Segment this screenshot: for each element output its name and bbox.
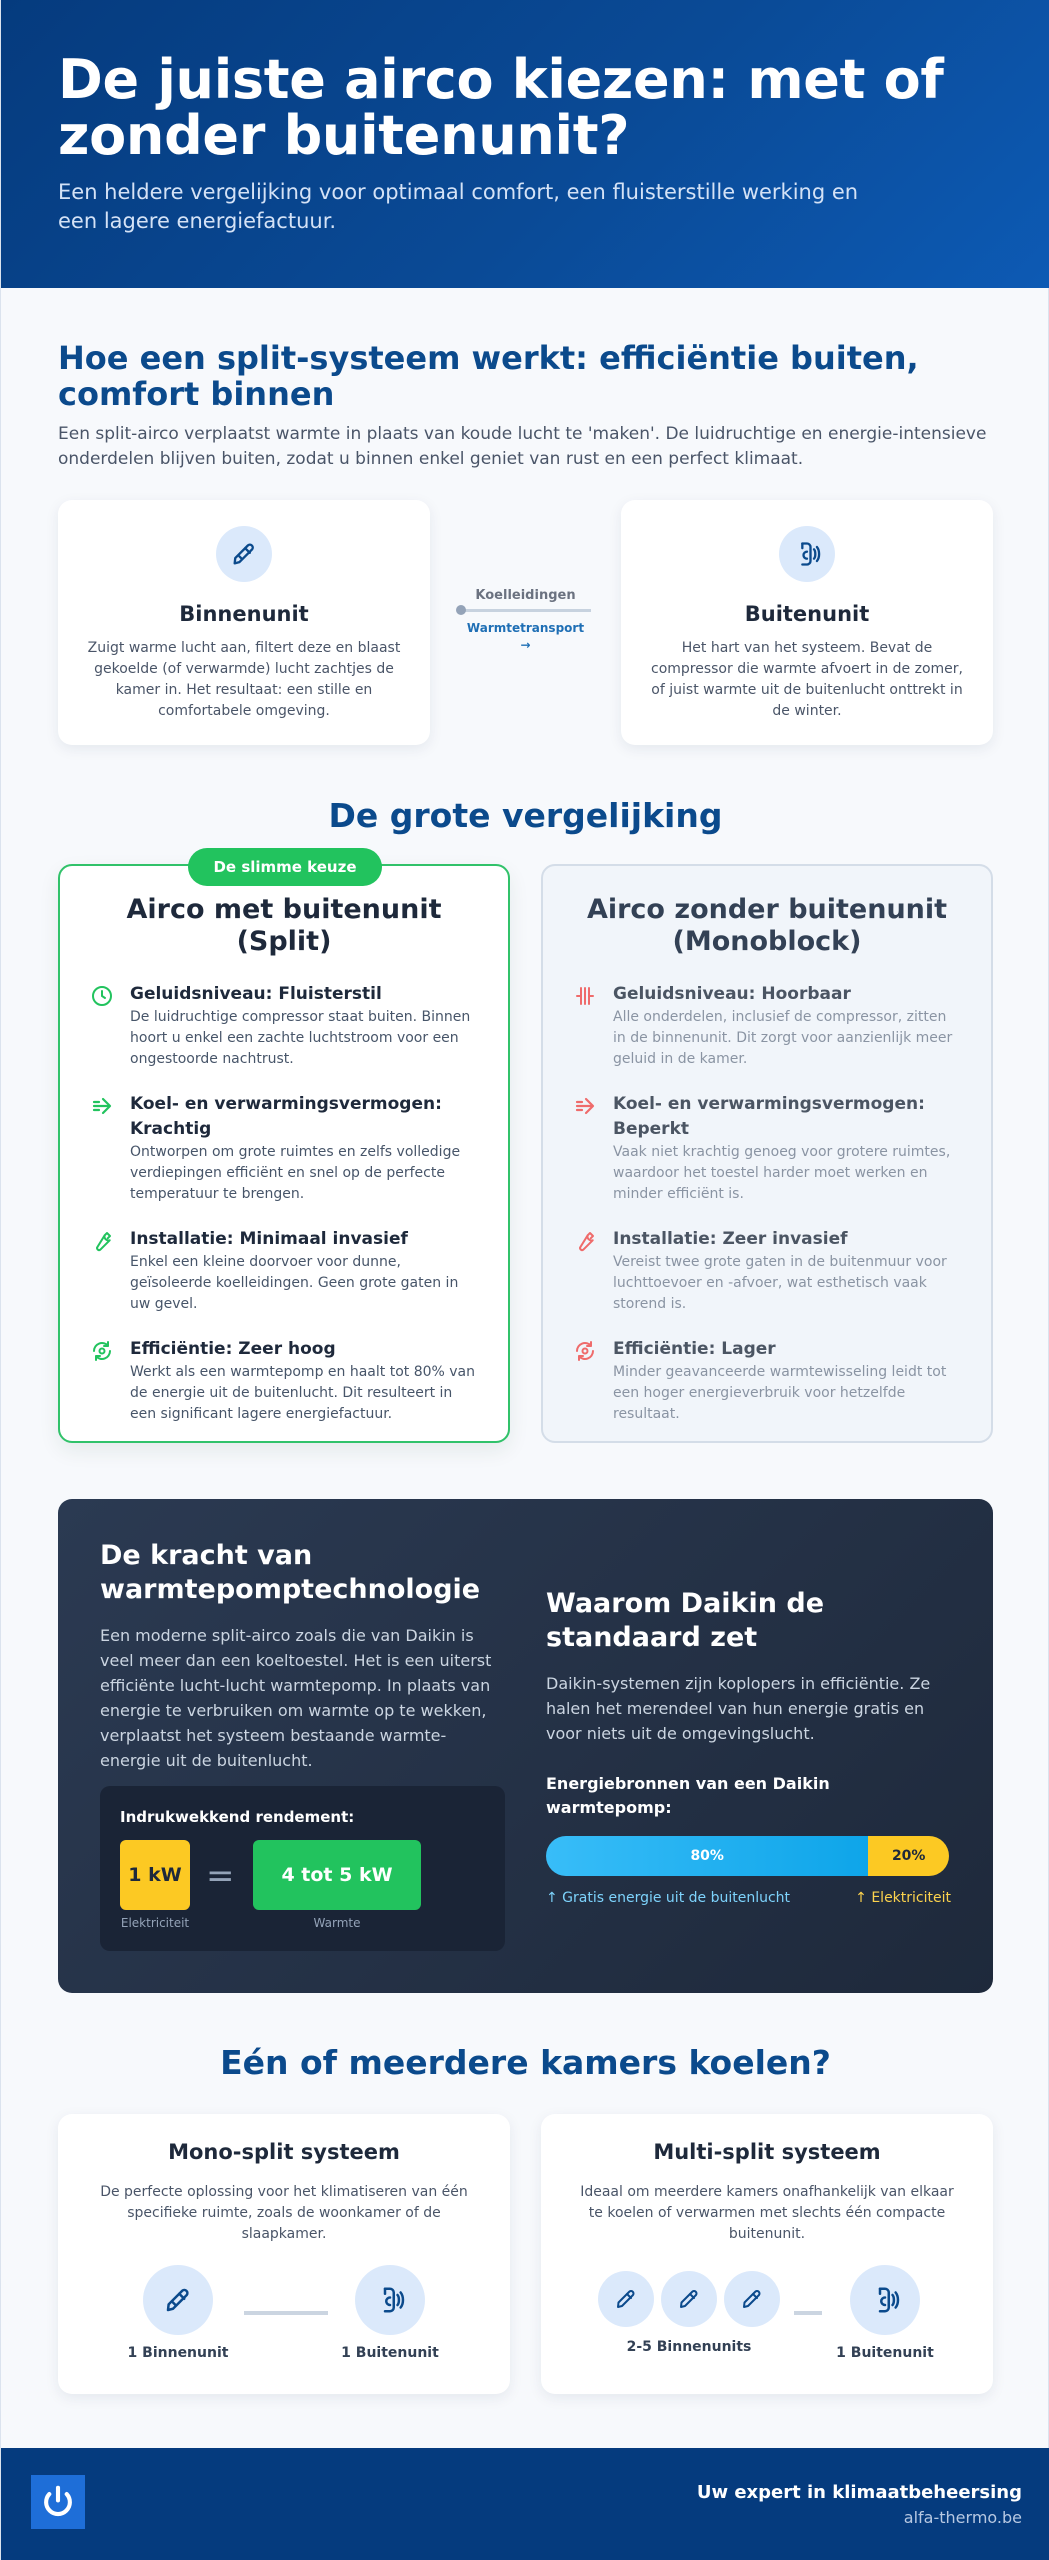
outdoor-count-label: 1 Buitenunit [836, 2345, 934, 2361]
feature-text: Werkt als een warmtepomp en haalt tot 80% van de energie uit de buitenlucht. Dit resulteert in een significant lagere energiefactuur. [130, 1364, 476, 1422]
hero-banner [1, 0, 1049, 288]
electricity-input-label: Elektriciteit [120, 1916, 190, 1930]
outdoor-unit-icon [779, 526, 835, 582]
connection-top-label: Koelleidingen [475, 588, 576, 603]
connection-line [461, 609, 591, 612]
recycle-icon [573, 1339, 597, 1363]
feature-text: Vaak niet krachtig genoeg voor grotere ruimtes, waardoor het toestel harder moet werken en minder efficiënt is. [613, 1144, 951, 1202]
feature-title: Installatie: Minimaal invasief [130, 1229, 408, 1249]
refrigerant-connection [430, 588, 621, 654]
footer [1, 2448, 1049, 2560]
arrow-right-icon: → [520, 638, 531, 652]
heatpump-section [58, 1499, 993, 1993]
connection-bottom-label: Warmtetransport → [466, 621, 585, 652]
feature-text: De luidruchtige compressor staat buiten. Binnen hoort u enkel een zachte luchtstroom voor een ongestoorde nachtrust. [130, 1009, 471, 1067]
monoblock-comparison-card [541, 864, 993, 1443]
mono-feature-install [573, 1227, 961, 1315]
arrow-right-icon [573, 1094, 597, 1118]
outdoor-unit-text: Het hart van het systeem. Bevat de compressor die warmte afvoert in de zomer, of juist warmte uit de buitenlucht onttrekt in de winter. [651, 640, 963, 719]
energy-sources-title: Energiebronnen van een Daikin warmtepomp: [546, 1774, 830, 1817]
outdoor-unit-icon [850, 2265, 920, 2335]
heatpump-title: De kracht van warmtepomptechnologie [100, 1540, 481, 1605]
clock-icon [90, 984, 114, 1008]
smart-choice-badge: De slimme keuze [188, 848, 382, 886]
multi-split-title: Multi-split systeem [653, 2140, 881, 2164]
comparison-title: De grote vergelijking [328, 796, 723, 835]
split-explainer-section [58, 340, 993, 472]
mono-feature-efficiency [573, 1337, 961, 1425]
multi-split-text: Ideaal om meerdere kamers onafhankelijk van elkaar te koelen of verwarmen met slechts één compacte buitenunit. [580, 2184, 954, 2242]
split-card-title: Airco met buitenunit (Split) [126, 894, 442, 957]
split-comparison-card [58, 858, 510, 1443]
monoblock-card-title: Airco zonder buitenunit (Monoblock) [586, 894, 948, 957]
heat-output-value: 4 tot 5 kW [253, 1840, 421, 1910]
free-energy-segment: 80% [546, 1836, 868, 1876]
feature-title: Installatie: Zeer invasief [613, 1229, 848, 1249]
efficiency-equation [120, 1840, 485, 1930]
indoor-unit-card [58, 500, 430, 745]
mono-feature-power [573, 1092, 961, 1205]
energy-share-bar [546, 1836, 949, 1876]
mono-split-diagram [58, 2265, 510, 2375]
feature-text: Vereist twee grote gaten in de buitenmuur voor luchttoevoer en -afvoer, wat esthetisch vaak storend is. [613, 1254, 947, 1312]
feature-text: Ontworpen om grote ruimtes en zelfs volledige verdiepingen efficiënt en snel op de perfecte temperatuur te brengen. [130, 1144, 461, 1202]
page-title: De juiste airco kiezen: met of zonder buitenunit? [58, 48, 944, 167]
indoor-count-label: 2-5 Binnenunits [626, 2339, 752, 2355]
indoor-count-label: 1 Binnenunit [127, 2345, 229, 2361]
section-intro: Een split-airco verplaatst warmte in plaats van koude lucht te 'maken'. De luidruchtige en energie-intensieve onderdelen blijven buiten, zodat u binnen enkel geniet van rust en een perfect klimaat. [58, 424, 987, 469]
feature-title: Geluidsniveau: Hoorbaar [613, 984, 851, 1004]
outdoor-unit-card [621, 500, 993, 745]
indoor-unit-icon [143, 2265, 213, 2335]
split-feature-efficiency [90, 1337, 478, 1425]
daikin-title: Waarom Daikin de standaard zet [546, 1588, 825, 1653]
split-feature-noise [90, 982, 478, 1070]
legend-free-energy: ↑ Gratis energie uit de buitenlucht [546, 1890, 791, 1906]
outdoor-unit-title: Buitenunit [744, 602, 870, 626]
wrench-icon [90, 1229, 114, 1253]
feature-title: Geluidsniveau: Fluisterstil [130, 984, 382, 1004]
page-subtitle: Een heldere vergelijking voor optimaal comfort, een fluisterstille werking en een lagere energiefactuur. [58, 180, 859, 233]
mono-split-card [58, 2114, 510, 2394]
indoor-unit-icon [598, 2271, 654, 2327]
daikin-panel [546, 1587, 951, 1910]
indoor-unit-icon [661, 2271, 717, 2327]
footer-site-link[interactable]: alfa-thermo.be [903, 2508, 1022, 2527]
legend-electricity: ↑ Elektriciteit [855, 1890, 951, 1906]
split-feature-power [90, 1092, 478, 1205]
noise-bars-icon [573, 984, 597, 1008]
arrow-right-icon [90, 1094, 114, 1118]
connection-line [794, 2311, 822, 2315]
indoor-unit-icon [724, 2271, 780, 2327]
energy-share-legend [546, 1890, 951, 1910]
efficiency-title: Indrukwekkend rendement: [120, 1808, 355, 1826]
mono-feature-noise [573, 982, 961, 1070]
power-logo-icon[interactable] [31, 2475, 85, 2529]
electricity-input-value: 1 kW [120, 1840, 190, 1910]
multi-split-card [541, 2114, 993, 2394]
daikin-text: Daikin-systemen zijn koplopers in efficiëntie. Ze halen het merendeel van hun energie gratis en voor niets uit de omgevingslucht. [546, 1674, 931, 1743]
heatpump-explainer [100, 1539, 505, 1773]
section-title: Hoe een split-systeem werkt: efficiëntie buiten, comfort binnen [58, 339, 919, 413]
footer-tagline: Uw expert in klimaatbeheersing [696, 2482, 1022, 2503]
feature-title: Koel- en verwarmingsvermogen: Krachtig [130, 1094, 442, 1139]
feature-title: Koel- en verwarmingsvermogen: Beperkt [613, 1094, 925, 1139]
feature-title: Efficiëntie: Zeer hoog [130, 1339, 336, 1359]
rooms-title: Eén of meerdere kamers koelen? [220, 2043, 831, 2082]
indoor-unit-title: Binnenunit [179, 602, 309, 626]
outdoor-count-label: 1 Buitenunit [341, 2345, 439, 2361]
outdoor-unit-icon [355, 2265, 425, 2335]
feature-text: Minder geavanceerde warmtewisseling leidt tot een hoger energieverbruik voor hetzelfde resultaat. [613, 1364, 947, 1422]
indoor-unit-icon [216, 526, 272, 582]
connection-line [244, 2311, 328, 2315]
split-feature-install [90, 1227, 478, 1315]
heatpump-text: Een moderne split-airco zoals die van Daikin is veel meer dan een koeltoestel. Het is een uiterst efficiënte lucht-lucht warmtepomp. In plaats van energie te verbruiken om warmte op te wekken, verplaatst het systeem bestaande warmte-energie uit de buitenlucht. [100, 1626, 492, 1770]
heat-output-label: Warmte [313, 1916, 361, 1930]
recycle-icon [90, 1339, 114, 1363]
feature-text: Enkel een kleine doorvoer voor dunne, geïsoleerde koelleidingen. Geen grote gaten in uw gevel. [130, 1254, 459, 1312]
multi-split-diagram [541, 2265, 993, 2375]
equals-icon: = [206, 1856, 235, 1896]
feature-text: Alle onderdelen, inclusief de compressor, zitten in de binnenunit. Dit zorgt voor aanzienlijk meer geluid in de kamer. [613, 1009, 953, 1067]
mono-split-title: Mono-split systeem [168, 2140, 400, 2164]
feature-title: Efficiëntie: Lager [613, 1339, 776, 1359]
indoor-unit-text: Zuigt warme lucht aan, filtert deze en blaast gekoelde (of verwarmde) lucht zachtjes de kamer in. Het resultaat: een stille en comfortabele omgeving. [87, 640, 401, 719]
electricity-segment: 20% [868, 1836, 949, 1876]
efficiency-box [100, 1786, 505, 1951]
wrench-icon [573, 1229, 597, 1253]
split-flow-diagram [58, 500, 993, 745]
mono-split-text: De perfecte oplossing voor het klimatiseren van één specifieke ruimte, zoals de woonkamer of de slaapkamer. [100, 2184, 468, 2242]
